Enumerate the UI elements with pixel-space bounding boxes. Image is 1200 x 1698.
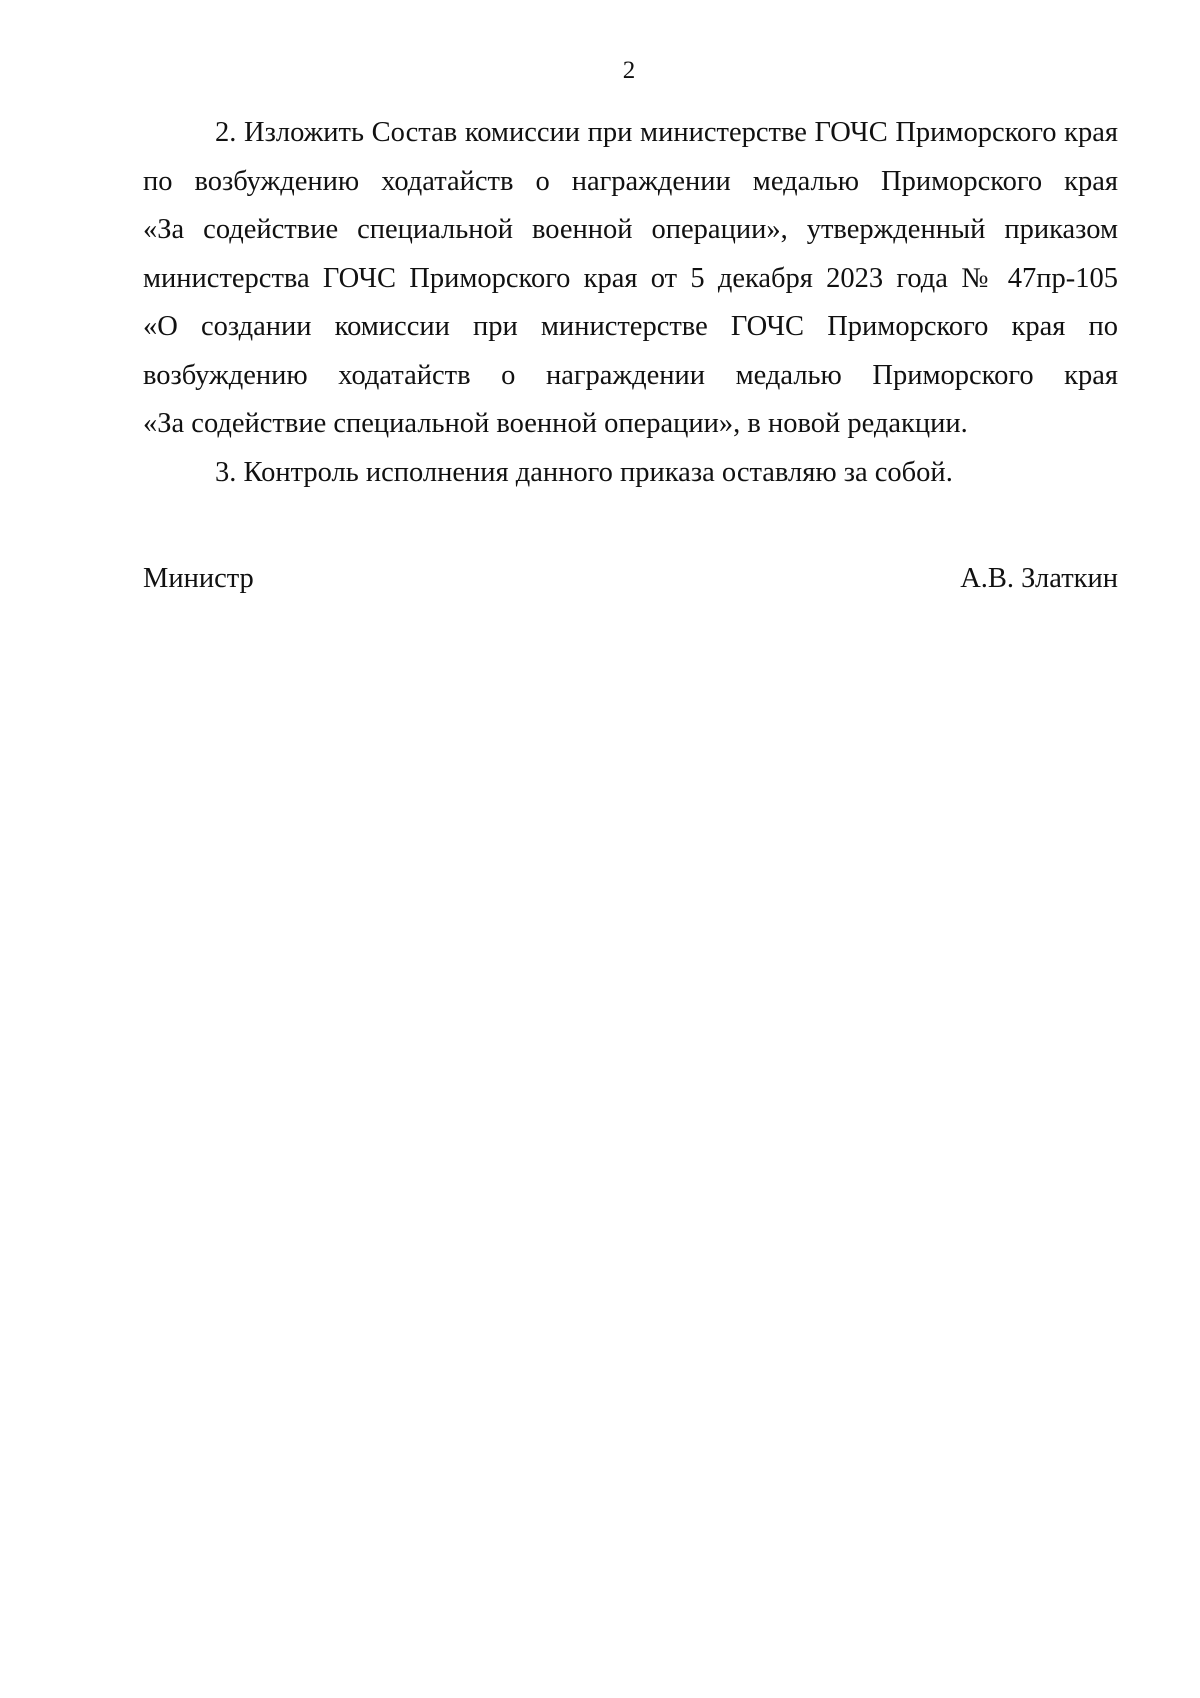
paragraph-2-line-1: 2. Изложить Состав комиссии при министерстве ГОЧС Приморского края bbox=[215, 117, 1118, 148]
paragraph-2-line-5: «О создании комиссии при министерстве ГОЧС Приморского края по bbox=[143, 311, 1118, 342]
paragraph-2-line-3: «За содействие специальной военной операции», утвержденный приказом bbox=[143, 214, 1118, 245]
paragraph-2-line-2: по возбуждению ходатайств о награждении медалью Приморского края bbox=[143, 165, 1118, 197]
paragraph-3: 3. Контроль исполнения данного приказа оставляю за собой. bbox=[215, 456, 953, 488]
signature-role: Министр bbox=[143, 563, 254, 594]
document-body bbox=[143, 109, 1118, 497]
paragraph-2-line-6: возбуждению ходатайств о награждении медалью Приморского края bbox=[143, 359, 1118, 391]
signature-block bbox=[143, 555, 1118, 605]
signature-name: А.В. Златкин bbox=[960, 563, 1118, 594]
paragraph-2-line-4: министерства ГОЧС Приморского края от 5 декабря 2023 года № 47пр-105 bbox=[143, 262, 1118, 294]
paragraph-2 bbox=[143, 109, 1118, 449]
page-number: 2 bbox=[622, 57, 636, 84]
paragraph-2-line-7: «За содействие специальной военной операции», в новой редакции. bbox=[143, 408, 968, 439]
